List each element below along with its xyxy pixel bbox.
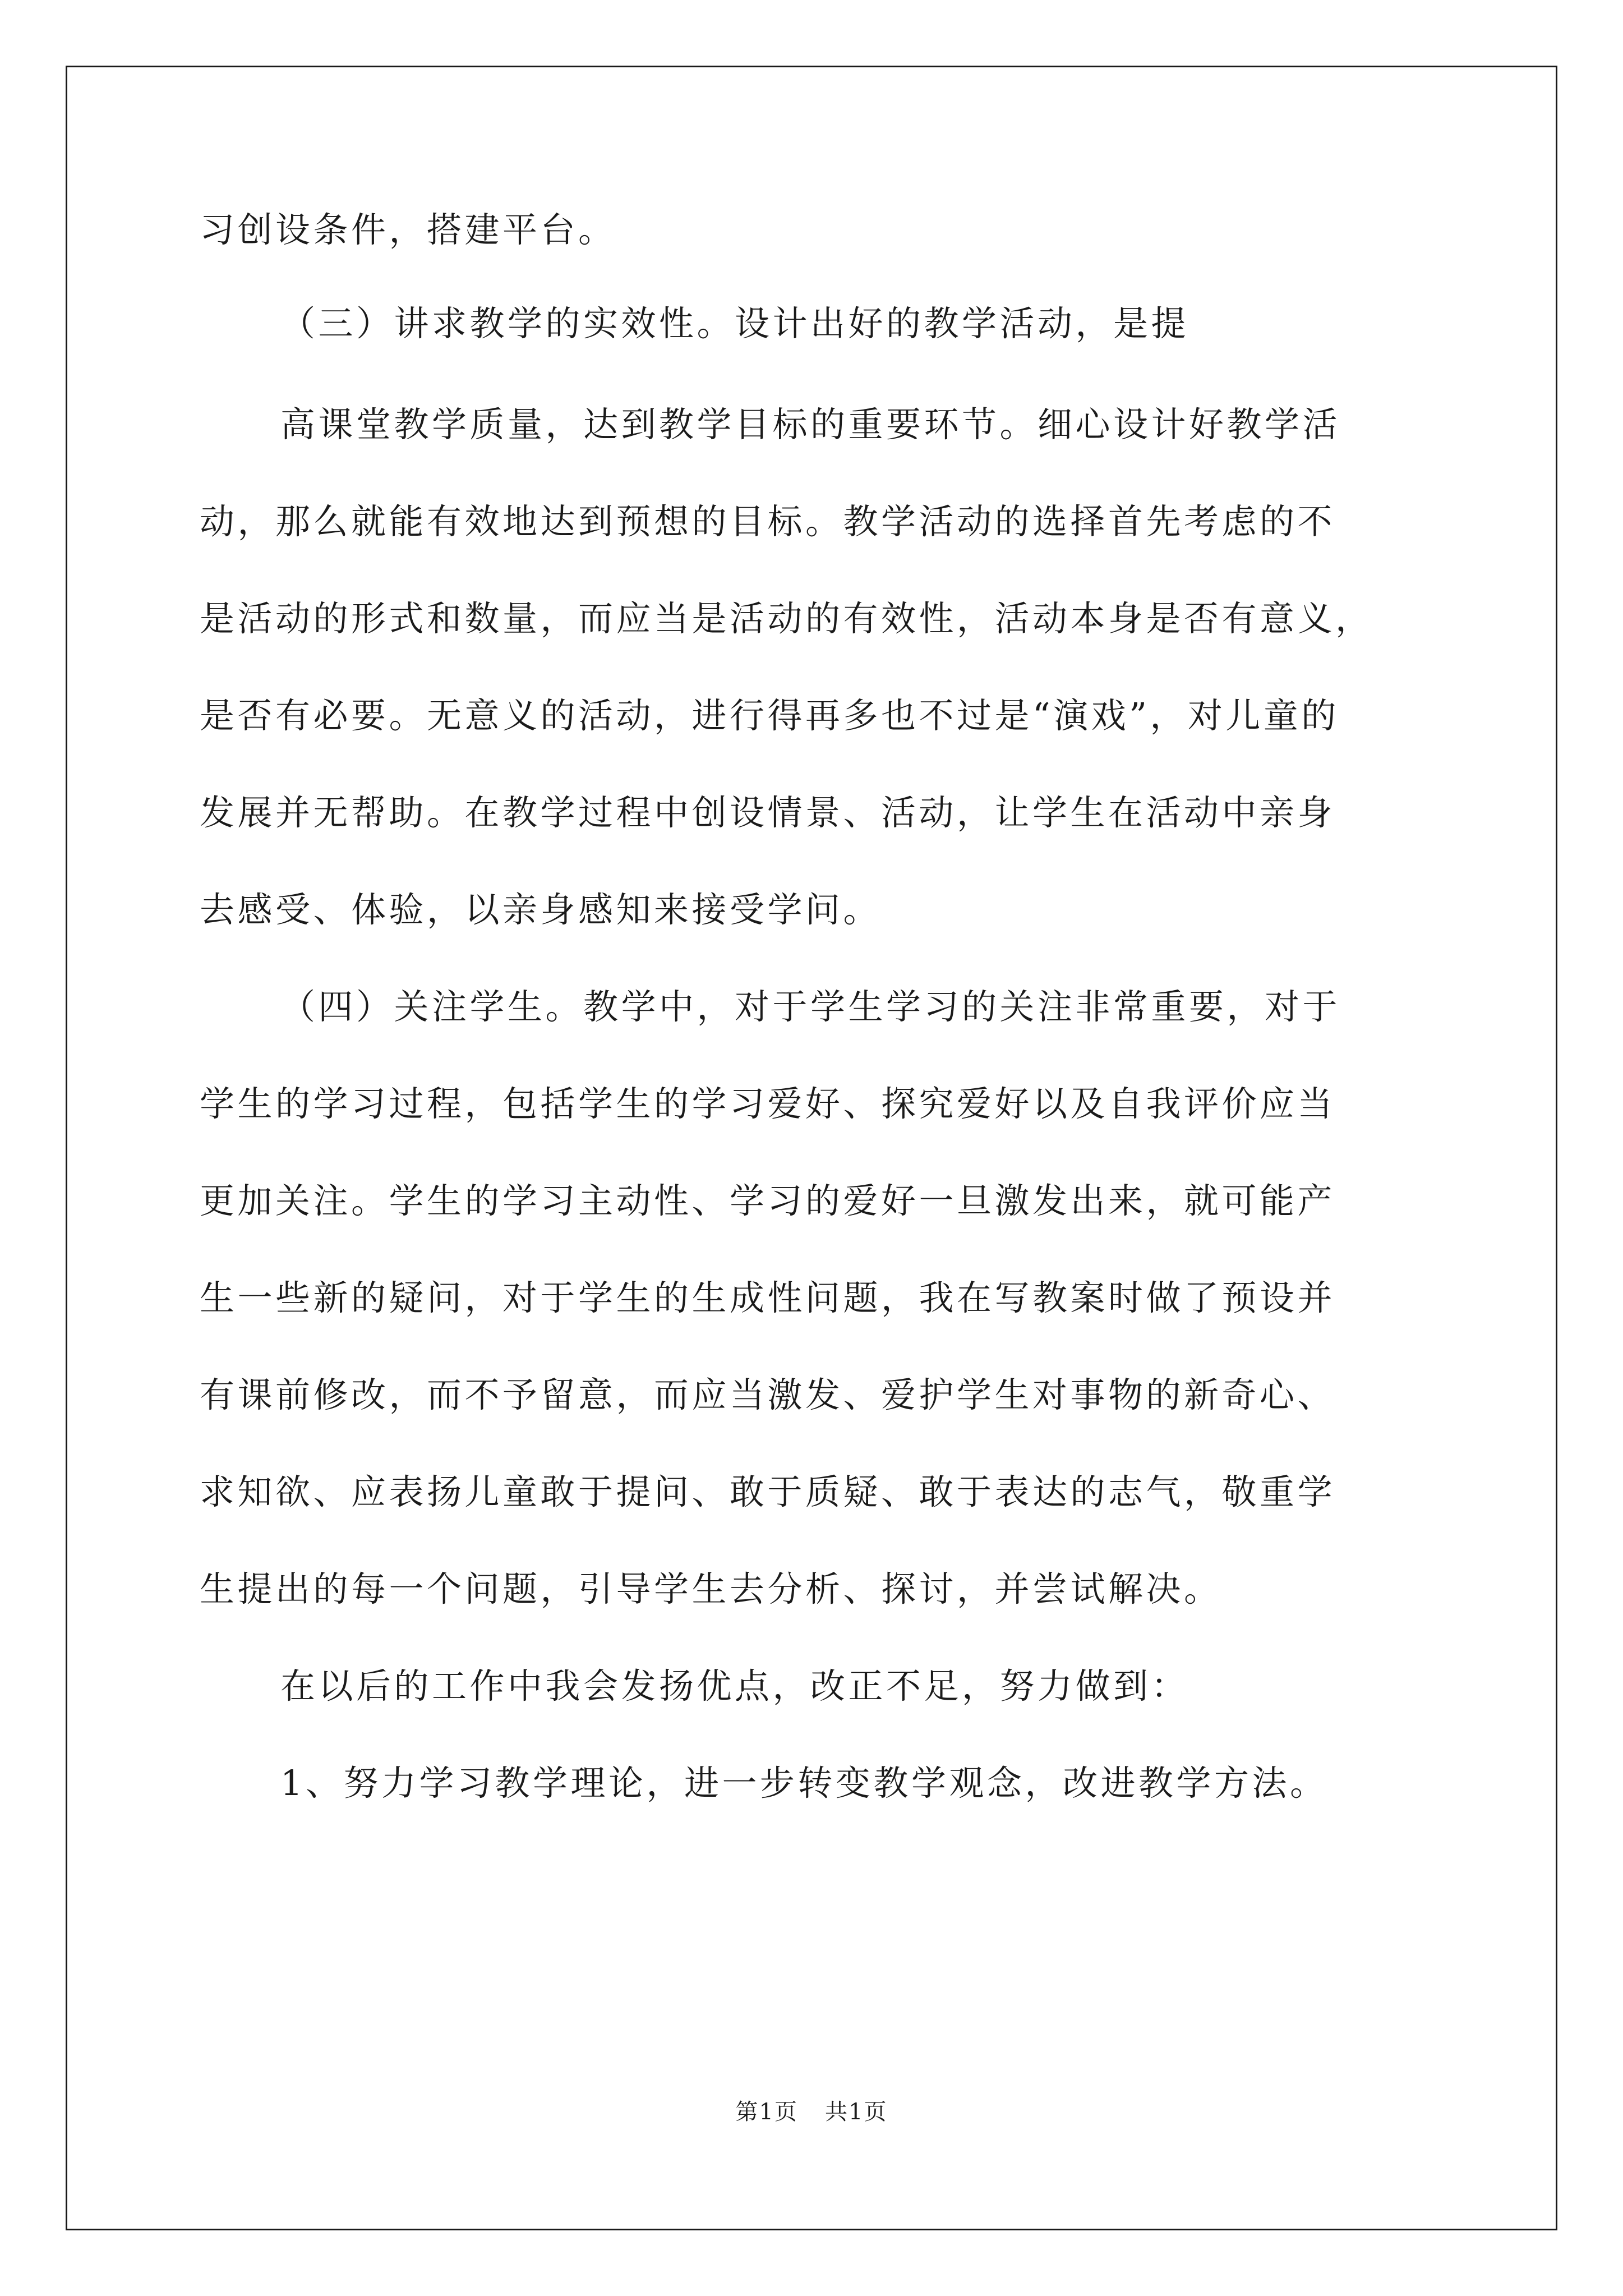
- text-line: 有课前修改，而不予留意，而应当激发、爱护学生对事物的新奇心、: [200, 1374, 1336, 1415]
- text-line: 在以后的工作中我会发扬优点，改正不足，努力做到：: [280, 1665, 1189, 1706]
- text-line: （三）讲求教学的实效性。设计出好的教学活动，是提: [280, 303, 1189, 344]
- text-line: 生一些新的疑问，对于学生的生成性问题，我在写教案时做了预设并: [200, 1277, 1336, 1318]
- text-line: 是活动的形式和数量，而应当是活动的有效性，活动本身是否有意义，: [200, 598, 1373, 639]
- text-line: 生提出的每一个问题，引导学生去分析、探讨，并尝试解决。: [200, 1568, 1222, 1609]
- page-number: 第1页: [735, 2099, 798, 2125]
- text-line: 发展并无帮助。在教学过程中创设情景、活动，让学生在活动中亲身: [200, 792, 1336, 833]
- page-total: 共1页: [825, 2099, 888, 2125]
- page-footer: [0, 2098, 1623, 2126]
- text-line: 学生的学习过程，包括学生的学习爱好、探究爱好以及自我评价应当: [200, 1083, 1336, 1124]
- page-border: [66, 66, 1557, 2230]
- text-line: 习创设条件，搭建平台。: [200, 209, 616, 250]
- text-line: 求知欲、应表扬儿童敢于提问、敢于质疑、敢于表达的志气，敬重学: [200, 1471, 1336, 1512]
- text-line: 去感受、体验，以亲身感知来接受学问。: [200, 889, 882, 930]
- text-line: 是否有必要。无意义的活动，进行得再多也不过是“演戏”，对儿童的: [200, 695, 1339, 736]
- text-line: 动，那么就能有效地达到预想的目标。教学活动的选择首先考虑的不: [200, 501, 1336, 542]
- text-line: 更加关注。学生的学习主动性、学习的爱好一旦激发出来，就可能产: [200, 1180, 1336, 1221]
- text-line: （四）关注学生。教学中，对于学生学习的关注非常重要，对于: [280, 986, 1341, 1027]
- text-line: 高课堂教学质量，达到教学目标的重要环节。细心设计好教学活: [280, 404, 1341, 445]
- text-line: 1、努力学习教学理论，进一步转变教学观念，改进教学方法。: [280, 1763, 1328, 1803]
